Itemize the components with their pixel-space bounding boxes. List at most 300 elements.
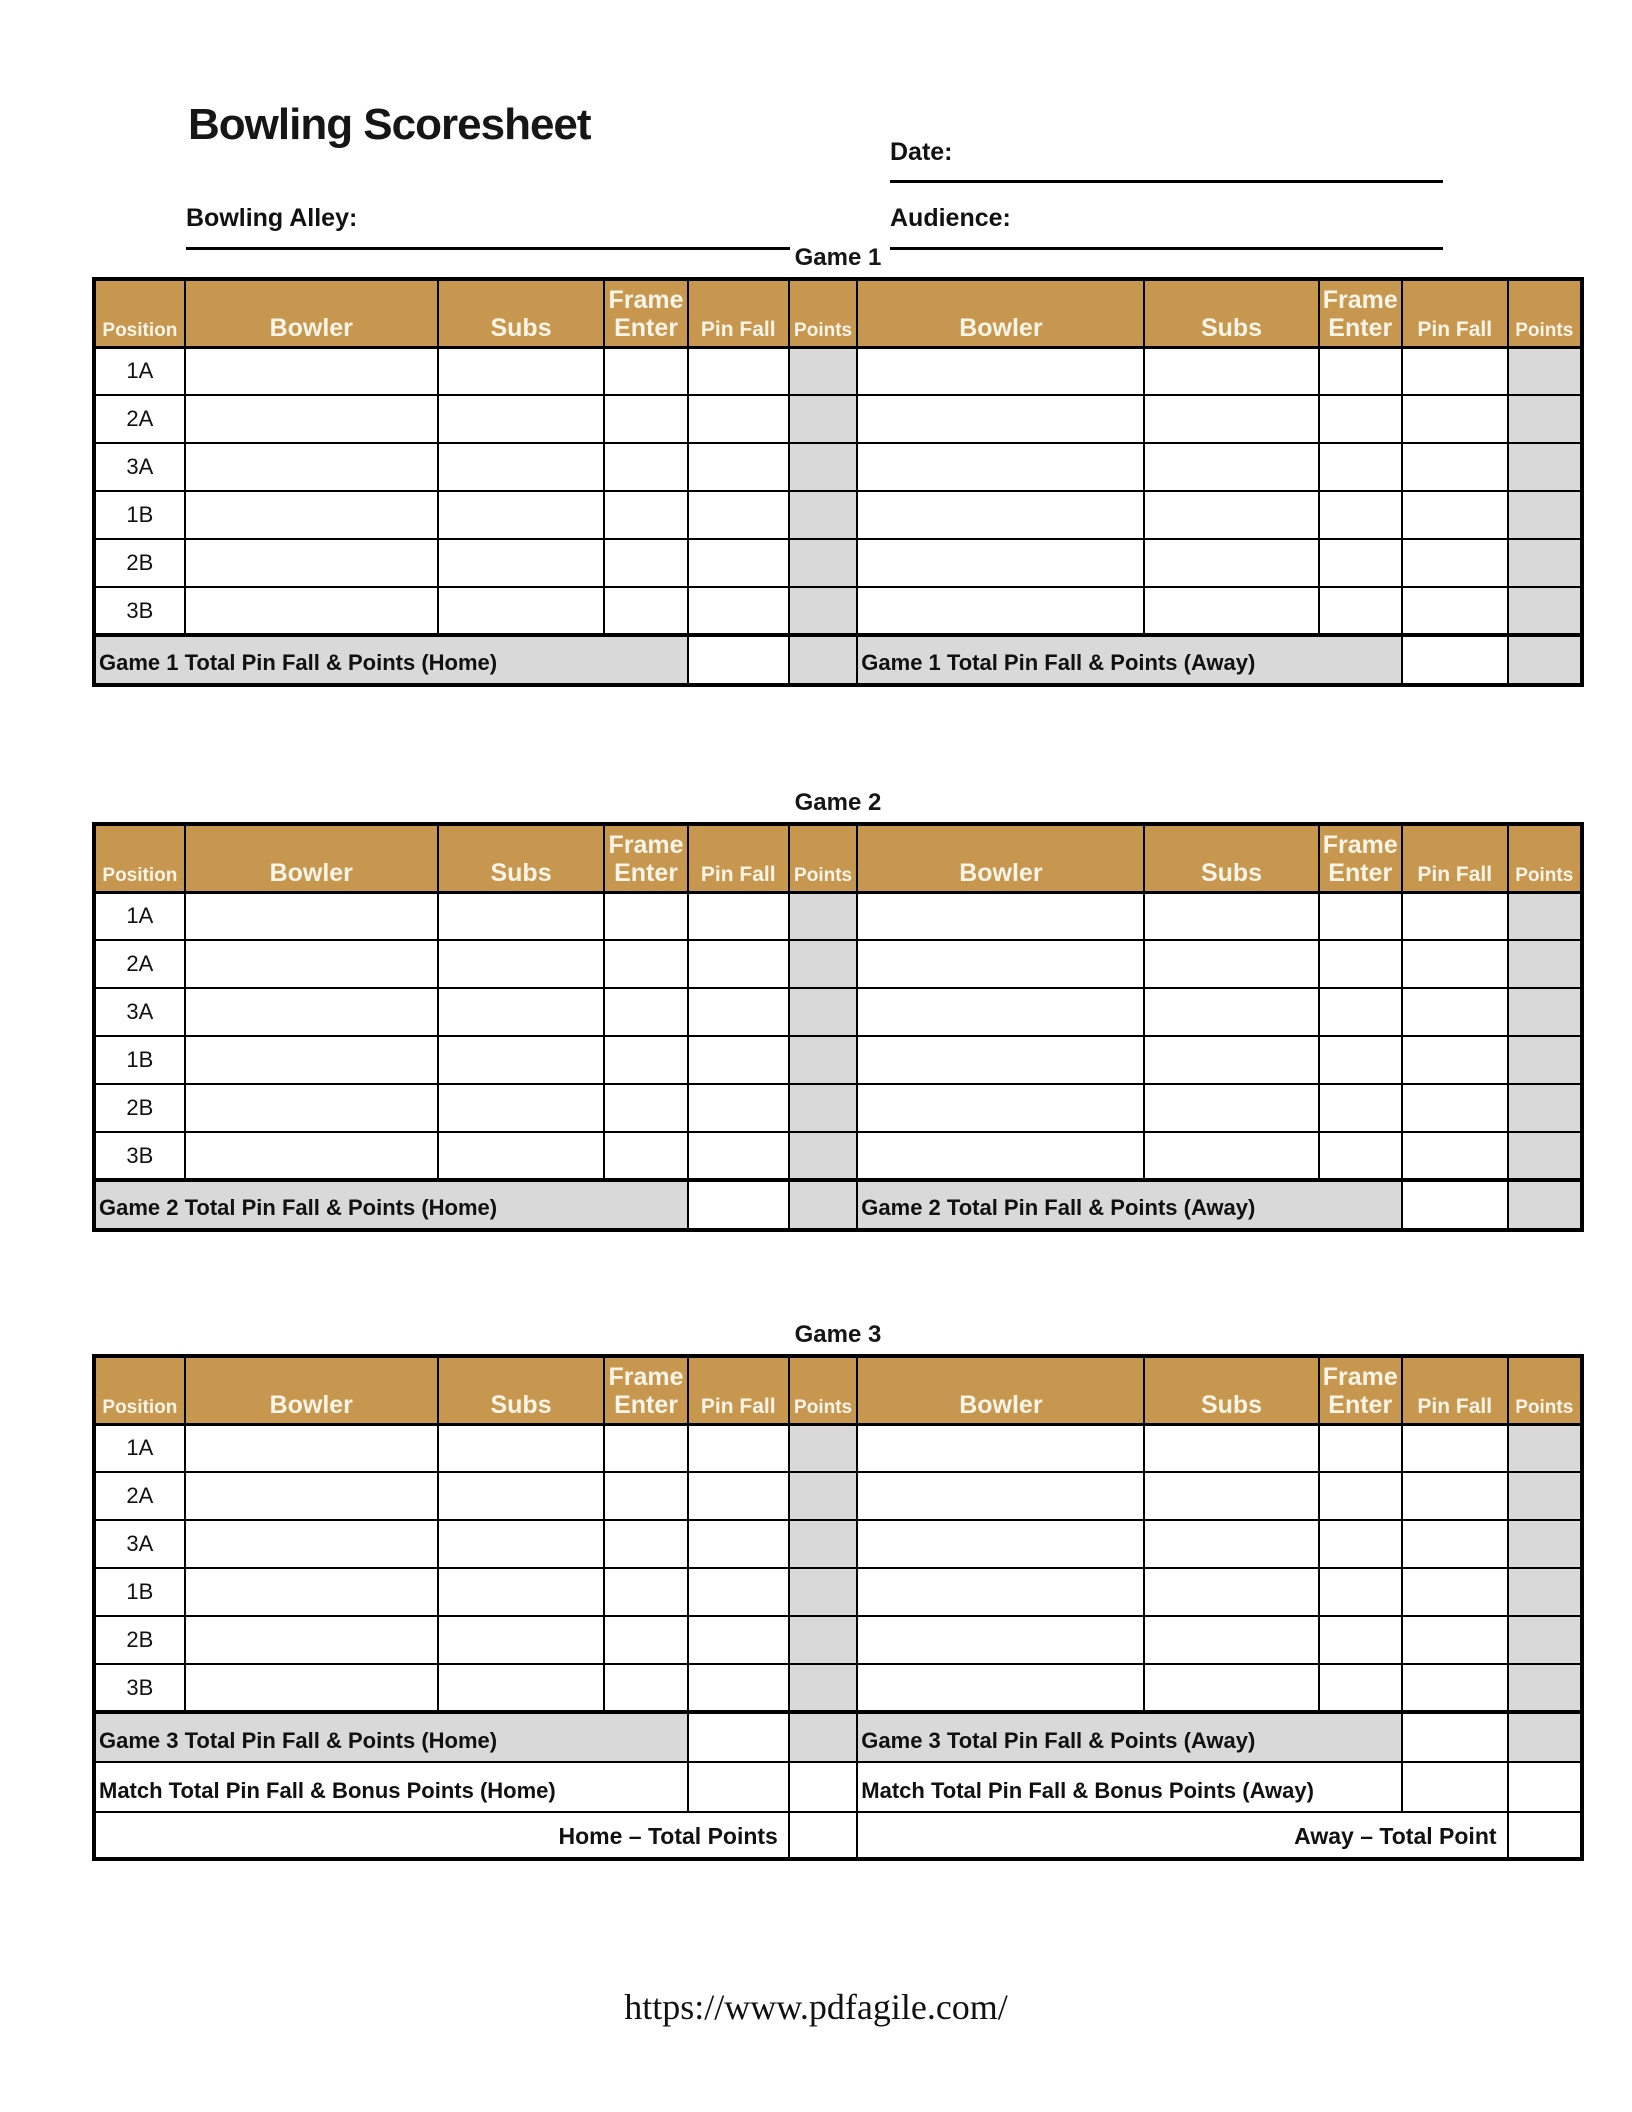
pin-fall-cell-away[interactable] (1402, 1036, 1508, 1084)
bowler-cell-away[interactable] (857, 1520, 1144, 1568)
bowler-cell-home[interactable] (185, 347, 438, 395)
frame-enter-cell-home[interactable] (604, 347, 687, 395)
frame-enter-cell-home[interactable] (604, 539, 687, 587)
subs-cell-home[interactable] (438, 1616, 605, 1664)
game-total-points-away[interactable] (1508, 635, 1582, 685)
col-header-points-away: Points (1508, 1356, 1582, 1424)
points-cell-home[interactable] (789, 1036, 857, 1084)
col-header-subs-away: Subs (1144, 279, 1318, 347)
pin-fall-cell-away[interactable] (1402, 1424, 1508, 1472)
col-header-bowler-home: Bowler (185, 824, 438, 892)
bowler-cell-away[interactable] (857, 1616, 1144, 1664)
frame-enter-cell-away[interactable] (1319, 1664, 1402, 1712)
game-total-points-away[interactable] (1508, 1180, 1582, 1230)
subs-cell-home[interactable] (438, 1664, 605, 1712)
subs-cell-home[interactable] (438, 892, 605, 940)
pin-fall-cell-away[interactable] (1402, 1616, 1508, 1664)
frame-enter-cell-home[interactable] (604, 395, 687, 443)
frame-enter-cell-away[interactable] (1319, 940, 1402, 988)
footer-url: https://www.pdfagile.com/ (624, 1987, 1008, 2027)
pin-fall-cell-away[interactable] (1402, 443, 1508, 491)
points-cell-away[interactable] (1508, 988, 1582, 1036)
subs-cell-away[interactable] (1144, 1472, 1318, 1520)
game-section (92, 789, 1584, 1232)
position-label: 1B (94, 1568, 185, 1616)
game-total-pin-fall-home[interactable] (688, 1180, 789, 1230)
pin-fall-cell-away[interactable] (1402, 1520, 1508, 1568)
pin-fall-cell-away[interactable] (1402, 1472, 1508, 1520)
position-label: 1A (94, 1424, 185, 1472)
bowler-cell-away[interactable] (857, 1424, 1144, 1472)
subs-cell-home[interactable] (438, 443, 605, 491)
frame-enter-cell-home[interactable] (604, 892, 687, 940)
points-cell-home[interactable] (789, 1132, 857, 1180)
subs-cell-home[interactable] (438, 539, 605, 587)
col-header-subs-away: Subs (1144, 824, 1318, 892)
points-cell-away[interactable] (1508, 539, 1582, 587)
score-row (94, 940, 1582, 988)
points-cell-away[interactable] (1508, 1084, 1582, 1132)
bowler-cell-home[interactable] (185, 1520, 438, 1568)
points-cell-away[interactable] (1508, 1036, 1582, 1084)
subs-cell-home[interactable] (438, 1132, 605, 1180)
frame-enter-cell-home[interactable] (604, 1472, 687, 1520)
col-header-subs-home: Subs (438, 1356, 605, 1424)
points-cell-away[interactable] (1508, 940, 1582, 988)
col-header-pin-fall-home: Pin Fall (688, 824, 789, 892)
game-total-row (94, 1180, 1582, 1230)
score-row (94, 443, 1582, 491)
subs-cell-home[interactable] (438, 1036, 605, 1084)
bowler-cell-home[interactable] (185, 491, 438, 539)
bowler-cell-home[interactable] (185, 1472, 438, 1520)
subs-cell-away[interactable] (1144, 1036, 1318, 1084)
points-cell-home[interactable] (789, 940, 857, 988)
subs-cell-home[interactable] (438, 1520, 605, 1568)
final-points-row (94, 1812, 1582, 1859)
subs-cell-home[interactable] (438, 1568, 605, 1616)
subs-cell-away[interactable] (1144, 443, 1318, 491)
game-total-points-away[interactable] (1508, 1712, 1582, 1762)
subs-cell-away[interactable] (1144, 1664, 1318, 1712)
bowler-cell-home[interactable] (185, 1568, 438, 1616)
game-total-label-home: Game 3 Total Pin Fall & Points (Home) (94, 1712, 688, 1762)
pin-fall-cell-home[interactable] (688, 539, 789, 587)
game-total-label-away: Game 3 Total Pin Fall & Points (Away) (857, 1712, 1402, 1762)
frame-enter-cell-home[interactable] (604, 1132, 687, 1180)
subs-cell-home[interactable] (438, 587, 605, 635)
frame-enter-cell-home[interactable] (604, 940, 687, 988)
bowler-cell-away[interactable] (857, 443, 1144, 491)
match-total-label-away: Match Total Pin Fall & Bonus Points (Away) (857, 1762, 1402, 1812)
match-total-pin-fall-home[interactable] (688, 1762, 789, 1812)
score-table (92, 1354, 1584, 1861)
subs-cell-home[interactable] (438, 347, 605, 395)
pin-fall-cell-away[interactable] (1402, 1568, 1508, 1616)
pin-fall-cell-away[interactable] (1402, 539, 1508, 587)
pin-fall-cell-away[interactable] (1402, 587, 1508, 635)
game-total-row (94, 635, 1582, 685)
game-total-label-home: Game 1 Total Pin Fall & Points (Home) (94, 635, 688, 685)
points-cell-away[interactable] (1508, 491, 1582, 539)
bowler-cell-away[interactable] (857, 347, 1144, 395)
frame-enter-cell-home[interactable] (604, 1084, 687, 1132)
score-row (94, 1664, 1582, 1712)
points-cell-home[interactable] (789, 1616, 857, 1664)
pin-fall-cell-home[interactable] (688, 587, 789, 635)
col-header-bowler-away: Bowler (857, 1356, 1144, 1424)
subs-cell-home[interactable] (438, 940, 605, 988)
col-header-pin-fall-away: Pin Fall (1402, 279, 1508, 347)
col-header-frame-enter-away: Frame Enter (1319, 1356, 1402, 1424)
frame-enter-cell-away[interactable] (1319, 1084, 1402, 1132)
points-cell-away[interactable] (1508, 1132, 1582, 1180)
bowler-cell-home[interactable] (185, 940, 438, 988)
pin-fall-cell-away[interactable] (1402, 491, 1508, 539)
position-label: 3A (94, 988, 185, 1036)
subs-cell-away[interactable] (1144, 347, 1318, 395)
bowler-cell-home[interactable] (185, 443, 438, 491)
pin-fall-cell-home[interactable] (688, 1520, 789, 1568)
frame-enter-cell-away[interactable] (1319, 892, 1402, 940)
col-header-points-home: Points (789, 279, 857, 347)
subs-cell-away[interactable] (1144, 1520, 1318, 1568)
bowling-alley-label: Bowling Alley: (186, 204, 358, 232)
points-cell-home[interactable] (789, 1424, 857, 1472)
bowler-cell-home[interactable] (185, 1036, 438, 1084)
col-header-pin-fall-home: Pin Fall (688, 1356, 789, 1424)
subs-cell-away[interactable] (1144, 1616, 1318, 1664)
points-cell-home[interactable] (789, 395, 857, 443)
bowler-cell-home[interactable] (185, 1132, 438, 1180)
game-total-label-away: Game 1 Total Pin Fall & Points (Away) (857, 635, 1402, 685)
page-title: Bowling Scoresheet (188, 100, 591, 149)
pin-fall-cell-home[interactable] (688, 1036, 789, 1084)
score-table (92, 822, 1584, 1232)
frame-enter-cell-away[interactable] (1319, 539, 1402, 587)
points-cell-away[interactable] (1508, 1424, 1582, 1472)
final-points-cell-away[interactable] (1508, 1812, 1582, 1859)
bowler-cell-away[interactable] (857, 491, 1144, 539)
game-total-pin-fall-home[interactable] (688, 1712, 789, 1762)
game-total-points-home[interactable] (789, 1180, 857, 1230)
frame-enter-cell-away[interactable] (1319, 1472, 1402, 1520)
bowler-cell-home[interactable] (185, 1084, 438, 1132)
col-header-points-away: Points (1508, 279, 1582, 347)
points-cell-away[interactable] (1508, 1472, 1582, 1520)
pin-fall-cell-home[interactable] (688, 1132, 789, 1180)
frame-enter-cell-away[interactable] (1319, 1520, 1402, 1568)
frame-enter-cell-away[interactable] (1319, 395, 1402, 443)
bowler-cell-away[interactable] (857, 539, 1144, 587)
frame-enter-cell-away[interactable] (1319, 1424, 1402, 1472)
frame-enter-cell-home[interactable] (604, 1520, 687, 1568)
game-total-label-home: Game 2 Total Pin Fall & Points (Home) (94, 1180, 688, 1230)
col-header-bowler-away: Bowler (857, 824, 1144, 892)
date-label: Date: (890, 138, 953, 166)
final-points-cell-home[interactable] (789, 1812, 857, 1859)
subs-cell-home[interactable] (438, 1424, 605, 1472)
col-header-bowler-home: Bowler (185, 279, 438, 347)
header-row (94, 824, 1582, 892)
col-header-subs-home: Subs (438, 279, 605, 347)
frame-enter-cell-away[interactable] (1319, 1568, 1402, 1616)
col-header-points-home: Points (789, 824, 857, 892)
col-header-points-home: Points (789, 1356, 857, 1424)
col-header-bowler-away: Bowler (857, 279, 1144, 347)
position-label: 1A (94, 347, 185, 395)
match-total-label-home: Match Total Pin Fall & Bonus Points (Home) (94, 1762, 688, 1812)
points-cell-home[interactable] (789, 443, 857, 491)
frame-enter-cell-home[interactable] (604, 988, 687, 1036)
bowler-cell-away[interactable] (857, 1568, 1144, 1616)
frame-enter-cell-away[interactable] (1319, 347, 1402, 395)
bowler-cell-away[interactable] (857, 1132, 1144, 1180)
bowler-cell-home[interactable] (185, 395, 438, 443)
subs-cell-away[interactable] (1144, 1568, 1318, 1616)
bowler-cell-home[interactable] (185, 1664, 438, 1712)
game-section (92, 244, 1584, 687)
bowler-cell-home[interactable] (185, 539, 438, 587)
position-label: 3B (94, 1664, 185, 1712)
game-total-label-away: Game 2 Total Pin Fall & Points (Away) (857, 1180, 1402, 1230)
pin-fall-cell-home[interactable] (688, 395, 789, 443)
points-cell-away[interactable] (1508, 587, 1582, 635)
position-label: 1B (94, 1036, 185, 1084)
col-header-frame-enter-home: Frame Enter (604, 1356, 687, 1424)
score-row (94, 347, 1582, 395)
subs-cell-away[interactable] (1144, 988, 1318, 1036)
points-cell-home[interactable] (789, 1472, 857, 1520)
points-cell-away[interactable] (1508, 892, 1582, 940)
frame-enter-cell-away[interactable] (1319, 1132, 1402, 1180)
bowler-cell-away[interactable] (857, 1472, 1144, 1520)
pin-fall-cell-home[interactable] (688, 1664, 789, 1712)
header-row (94, 279, 1582, 347)
score-row (94, 1424, 1582, 1472)
frame-enter-cell-home[interactable] (604, 587, 687, 635)
position-label: 2B (94, 539, 185, 587)
points-cell-home[interactable] (789, 539, 857, 587)
score-row (94, 395, 1582, 443)
subs-cell-away[interactable] (1144, 491, 1318, 539)
position-label: 2B (94, 1084, 185, 1132)
pin-fall-cell-home[interactable] (688, 443, 789, 491)
frame-enter-cell-home[interactable] (604, 1664, 687, 1712)
pin-fall-cell-away[interactable] (1402, 988, 1508, 1036)
subs-cell-home[interactable] (438, 491, 605, 539)
score-row (94, 1616, 1582, 1664)
position-label: 3B (94, 1132, 185, 1180)
pin-fall-cell-away[interactable] (1402, 347, 1508, 395)
points-cell-away[interactable] (1508, 395, 1582, 443)
position-label: 1B (94, 491, 185, 539)
position-label: 3A (94, 1520, 185, 1568)
subs-cell-home[interactable] (438, 988, 605, 1036)
frame-enter-cell-away[interactable] (1319, 443, 1402, 491)
subs-cell-home[interactable] (438, 1084, 605, 1132)
position-label: 2A (94, 395, 185, 443)
col-header-points-away: Points (1508, 824, 1582, 892)
game-total-pin-fall-home[interactable] (688, 635, 789, 685)
subs-cell-away[interactable] (1144, 1424, 1318, 1472)
subs-cell-away[interactable] (1144, 539, 1318, 587)
bowler-cell-away[interactable] (857, 1084, 1144, 1132)
points-cell-away[interactable] (1508, 347, 1582, 395)
col-header-pin-fall-away: Pin Fall (1402, 1356, 1508, 1424)
points-cell-home[interactable] (789, 347, 857, 395)
points-cell-away[interactable] (1508, 1664, 1582, 1712)
points-cell-away[interactable] (1508, 1568, 1582, 1616)
pin-fall-cell-home[interactable] (688, 1616, 789, 1664)
bowler-cell-home[interactable] (185, 1616, 438, 1664)
points-cell-home[interactable] (789, 1084, 857, 1132)
frame-enter-cell-away[interactable] (1319, 491, 1402, 539)
subs-cell-away[interactable] (1144, 940, 1318, 988)
pin-fall-cell-away[interactable] (1402, 395, 1508, 443)
points-cell-away[interactable] (1508, 1520, 1582, 1568)
frame-enter-cell-home[interactable] (604, 1616, 687, 1664)
audience-label: Audience: (890, 204, 1011, 232)
score-row (94, 1084, 1582, 1132)
pin-fall-cell-away[interactable] (1402, 1664, 1508, 1712)
match-total-row (94, 1762, 1582, 1812)
position-label: 1A (94, 892, 185, 940)
col-header-frame-enter-home: Frame Enter (604, 279, 687, 347)
points-cell-home[interactable] (789, 587, 857, 635)
col-header-position: Position (94, 1356, 185, 1424)
date-input-line[interactable] (890, 180, 1443, 183)
final-points-label-away: Away – Total Point (857, 1812, 1507, 1859)
points-cell-home[interactable] (789, 988, 857, 1036)
col-header-subs-away: Subs (1144, 1356, 1318, 1424)
bowler-cell-away[interactable] (857, 587, 1144, 635)
bowler-cell-away[interactable] (857, 940, 1144, 988)
game-title: Game 3 (794, 1321, 882, 1348)
position-label: 3A (94, 443, 185, 491)
bowler-cell-away[interactable] (857, 988, 1144, 1036)
final-points-label-home: Home – Total Points (94, 1812, 789, 1859)
score-row (94, 1568, 1582, 1616)
position-label: 3B (94, 587, 185, 635)
pin-fall-cell-home[interactable] (688, 347, 789, 395)
points-cell-home[interactable] (789, 892, 857, 940)
points-cell-home[interactable] (789, 1568, 857, 1616)
frame-enter-cell-away[interactable] (1319, 1036, 1402, 1084)
col-header-frame-enter-home: Frame Enter (604, 824, 687, 892)
bowler-cell-away[interactable] (857, 1664, 1144, 1712)
score-row (94, 1036, 1582, 1084)
pin-fall-cell-away[interactable] (1402, 940, 1508, 988)
subs-cell-home[interactable] (438, 395, 605, 443)
bowler-cell-home[interactable] (185, 1424, 438, 1472)
pin-fall-cell-home[interactable] (688, 940, 789, 988)
col-header-pin-fall-away: Pin Fall (1402, 824, 1508, 892)
score-row (94, 988, 1582, 1036)
subs-cell-away[interactable] (1144, 1084, 1318, 1132)
pin-fall-cell-home[interactable] (688, 1472, 789, 1520)
points-cell-home[interactable] (789, 1664, 857, 1712)
score-row (94, 1132, 1582, 1180)
game-total-pin-fall-away[interactable] (1402, 1712, 1508, 1762)
points-cell-away[interactable] (1508, 1616, 1582, 1664)
bowler-cell-away[interactable] (857, 1036, 1144, 1084)
pin-fall-cell-home[interactable] (688, 1084, 789, 1132)
game-title: Game 1 (794, 244, 882, 271)
bowler-cell-home[interactable] (185, 988, 438, 1036)
pin-fall-cell-home[interactable] (688, 1424, 789, 1472)
pin-fall-cell-away[interactable] (1402, 1132, 1508, 1180)
match-total-pin-fall-away[interactable] (1402, 1762, 1508, 1812)
frame-enter-cell-away[interactable] (1319, 1616, 1402, 1664)
points-cell-home[interactable] (789, 1520, 857, 1568)
frame-enter-cell-home[interactable] (604, 1036, 687, 1084)
col-header-frame-enter-away: Frame Enter (1319, 279, 1402, 347)
match-total-points-away[interactable] (1508, 1762, 1582, 1812)
game-section (92, 1321, 1584, 1861)
game-total-pin-fall-away[interactable] (1402, 1180, 1508, 1230)
col-header-position: Position (94, 824, 185, 892)
header-row (94, 1356, 1582, 1424)
game-total-pin-fall-away[interactable] (1402, 635, 1508, 685)
game-total-row (94, 1712, 1582, 1762)
subs-cell-away[interactable] (1144, 1132, 1318, 1180)
frame-enter-cell-home[interactable] (604, 1424, 687, 1472)
bowler-cell-away[interactable] (857, 395, 1144, 443)
col-header-subs-home: Subs (438, 824, 605, 892)
col-header-frame-enter-away: Frame Enter (1319, 824, 1402, 892)
bowler-cell-home[interactable] (185, 587, 438, 635)
frame-enter-cell-home[interactable] (604, 1568, 687, 1616)
score-row (94, 539, 1582, 587)
col-header-pin-fall-home: Pin Fall (688, 279, 789, 347)
pin-fall-cell-away[interactable] (1402, 892, 1508, 940)
score-row (94, 1520, 1582, 1568)
score-row (94, 1472, 1582, 1520)
frame-enter-cell-home[interactable] (604, 491, 687, 539)
frame-enter-cell-away[interactable] (1319, 988, 1402, 1036)
subs-cell-away[interactable] (1144, 395, 1318, 443)
bowler-cell-away[interactable] (857, 892, 1144, 940)
pin-fall-cell-home[interactable] (688, 988, 789, 1036)
pin-fall-cell-away[interactable] (1402, 1084, 1508, 1132)
bowler-cell-home[interactable] (185, 892, 438, 940)
score-table (92, 277, 1584, 687)
col-header-position: Position (94, 279, 185, 347)
points-cell-away[interactable] (1508, 443, 1582, 491)
match-total-points-home[interactable] (789, 1762, 857, 1812)
game-total-points-home[interactable] (789, 635, 857, 685)
frame-enter-cell-home[interactable] (604, 443, 687, 491)
col-header-bowler-home: Bowler (185, 1356, 438, 1424)
score-row (94, 491, 1582, 539)
position-label: 2A (94, 1472, 185, 1520)
pin-fall-cell-home[interactable] (688, 491, 789, 539)
subs-cell-home[interactable] (438, 1472, 605, 1520)
points-cell-home[interactable] (789, 491, 857, 539)
position-label: 2B (94, 1616, 185, 1664)
pin-fall-cell-home[interactable] (688, 1568, 789, 1616)
position-label: 2A (94, 940, 185, 988)
frame-enter-cell-away[interactable] (1319, 587, 1402, 635)
score-row (94, 892, 1582, 940)
pin-fall-cell-home[interactable] (688, 892, 789, 940)
game-total-points-home[interactable] (789, 1712, 857, 1762)
game-title: Game 2 (794, 789, 882, 816)
score-row (94, 587, 1582, 635)
subs-cell-away[interactable] (1144, 587, 1318, 635)
subs-cell-away[interactable] (1144, 892, 1318, 940)
